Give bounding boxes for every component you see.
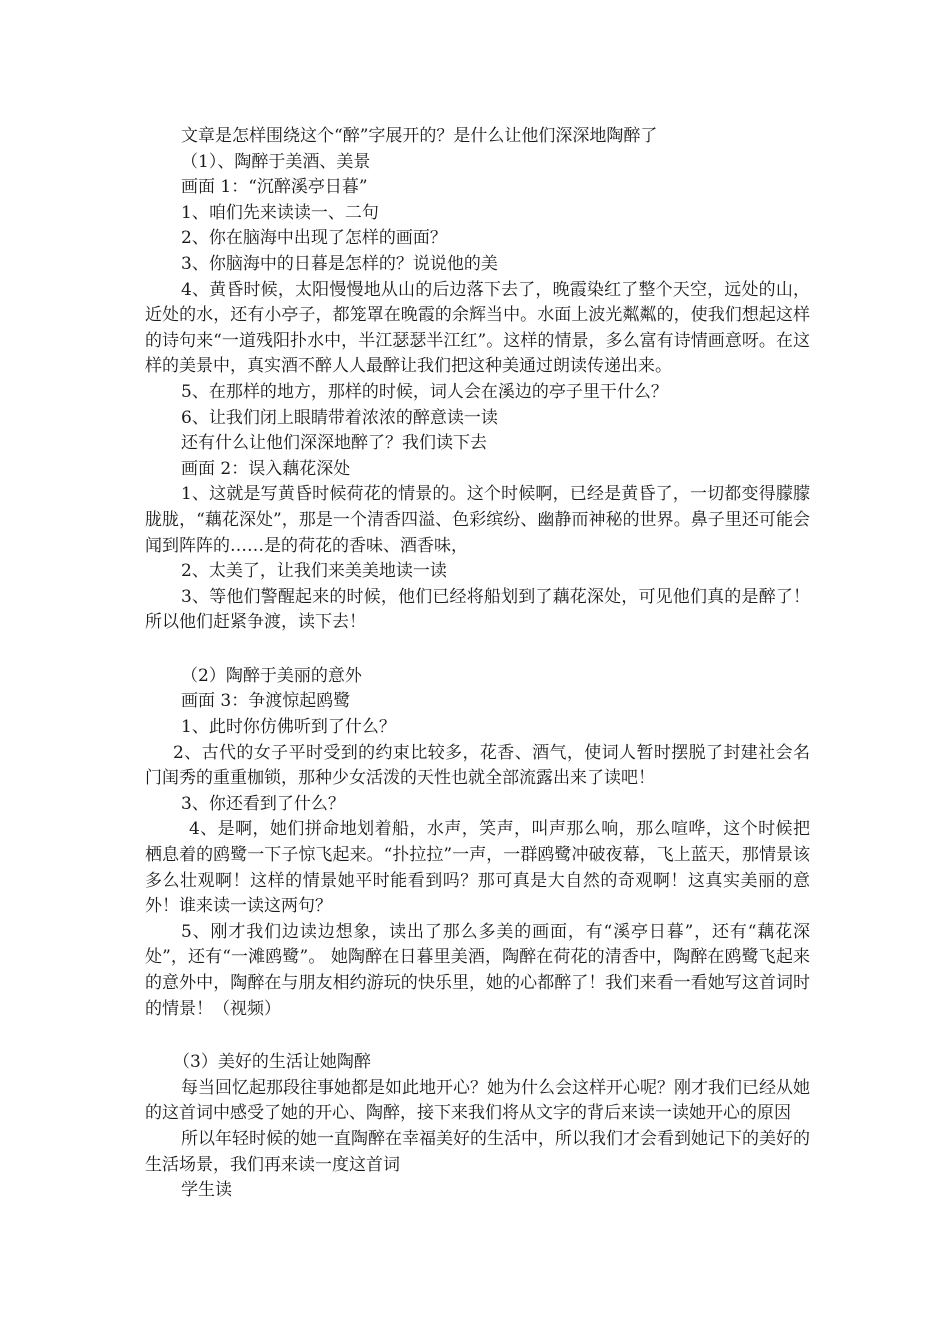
list-item: 1、这就是写黄昏时候荷花的情景的。这个时候啊，已经是黄昏了，一切都变得朦朦胧胧，“藕花深处”，那是一个清香四溢、色彩缤纷、幽静而神秘的世界。鼻子里还可能会闻到阵阵的……是的荷花的香味、酒香味，	[145, 484, 810, 556]
list-item: 5、刚才我们边读边想象，读出了那么多美的画面，有“溪亭日暮”，还有“藕花深处”，还有“一滩鸥鹭”。 她陶醉在日暮里美酒，陶醉在荷花的清香中，陶醉在鸥鹭飞起来的意外中，陶醉在与朋友相约游玩的快乐里，她的心都醉了！我们来看一看她写这首词时的情景！（视频）	[145, 921, 810, 1019]
list-item: 4、黄昏时候，太阳慢慢地从山的后边落下去了，晚霞染红了整个天空，远处的山，近处的水，还有小亭子，都笼罩在晚霞的余辉当中。水面上波光粼粼的，使我们想起这样的诗句来“一道残阳扑水中，半江瑟瑟半江红”。这样的情景，多么富有诗情画意呀。在这样的美景中，真实酒不醉人人最醉让我们把这种美通过朗读传递出来。	[145, 279, 810, 377]
blank-line	[145, 636, 810, 664]
paragraph: 所以年轻时候的她一直陶醉在幸福美好的生活中，所以我们才会看到她记下的美好的生活场景，我们再来读一度这首词	[145, 1128, 810, 1175]
list-item: 1、咱们先来读读一、二句	[181, 202, 379, 223]
list-item: 2、你在脑海中出现了怎样的画面？	[181, 228, 447, 249]
section-heading-3: （3）美好的生活让她陶醉	[173, 1052, 371, 1073]
list-item: 4、是啊，她们拼命地划着船，水声，笑声，叫声那么响，那么喧哗，这个时候把栖息着的鸥鹭一下子惊飞起来。“扑拉拉”一声，一群鸥鹭冲破夜幕，飞上蓝天，那情景该多么壮观啊！这样的情景她平时能看到吗？那可真是大自然的奇观啊！这真实美丽的意外！谁来读一读这两句？	[145, 819, 810, 917]
paragraph-intro-question: 文章是怎样围绕这个“醉”字展开的？是什么让他们深深地陶醉了	[181, 126, 658, 146]
list-item: 3、等他们警醒起来的时候，他们已经将船划到了藕花深处，可见他们真的是醉了！所以他们赶紧争渡，读下去！	[145, 586, 810, 633]
list-item: 3、你脑海中的日暮是怎样的？说说他的美	[181, 253, 498, 274]
document-body	[145, 124, 810, 1204]
list-item: 3、你还看到了什么？	[181, 793, 345, 814]
blank-line	[145, 1022, 810, 1050]
list-item: 1、此时你仿佛听到了什么？	[181, 717, 396, 738]
paragraph-closing: 学生读	[181, 1180, 232, 1201]
scene-heading-2: 画面 2：误入藕花深处	[181, 458, 351, 479]
list-item: 5、在那样的地方，那样的时候，词人会在溪边的亭子里干什么？	[181, 381, 668, 402]
list-item: 6、让我们闭上眼睛带着浓浓的醉意读一读	[181, 407, 498, 428]
section-heading-1: （1）、陶醉于美酒、美景	[181, 151, 371, 172]
list-item: 2、太美了，让我们来美美地读一读	[181, 561, 447, 582]
list-item: 2、古代的女子平时受到的约束比较多，花香、酒气，使词人暂时摆脱了封建社会名门闺秀的重重枷锁，那种少女活泼的天性也就全部流露出来了读吧！	[145, 742, 810, 789]
paragraph: 每当回忆起那段往事她都是如此地开心？她为什么会这样开心呢？刚才我们已经从她的这首词中感受了她的开心、陶醉，接下来我们将从文字的背后来读一读她开心的原因	[145, 1077, 810, 1124]
section-heading-2: （2）陶醉于美丽的意外	[181, 665, 362, 686]
scene-heading-1: 画面 1：“沉醉溪亭日暮”	[181, 177, 368, 198]
paragraph-transition: 还有什么让他们深深地醉了？我们读下去	[181, 433, 487, 454]
scene-heading-3: 画面 3：争渡惊起鸥鹭	[181, 691, 351, 712]
